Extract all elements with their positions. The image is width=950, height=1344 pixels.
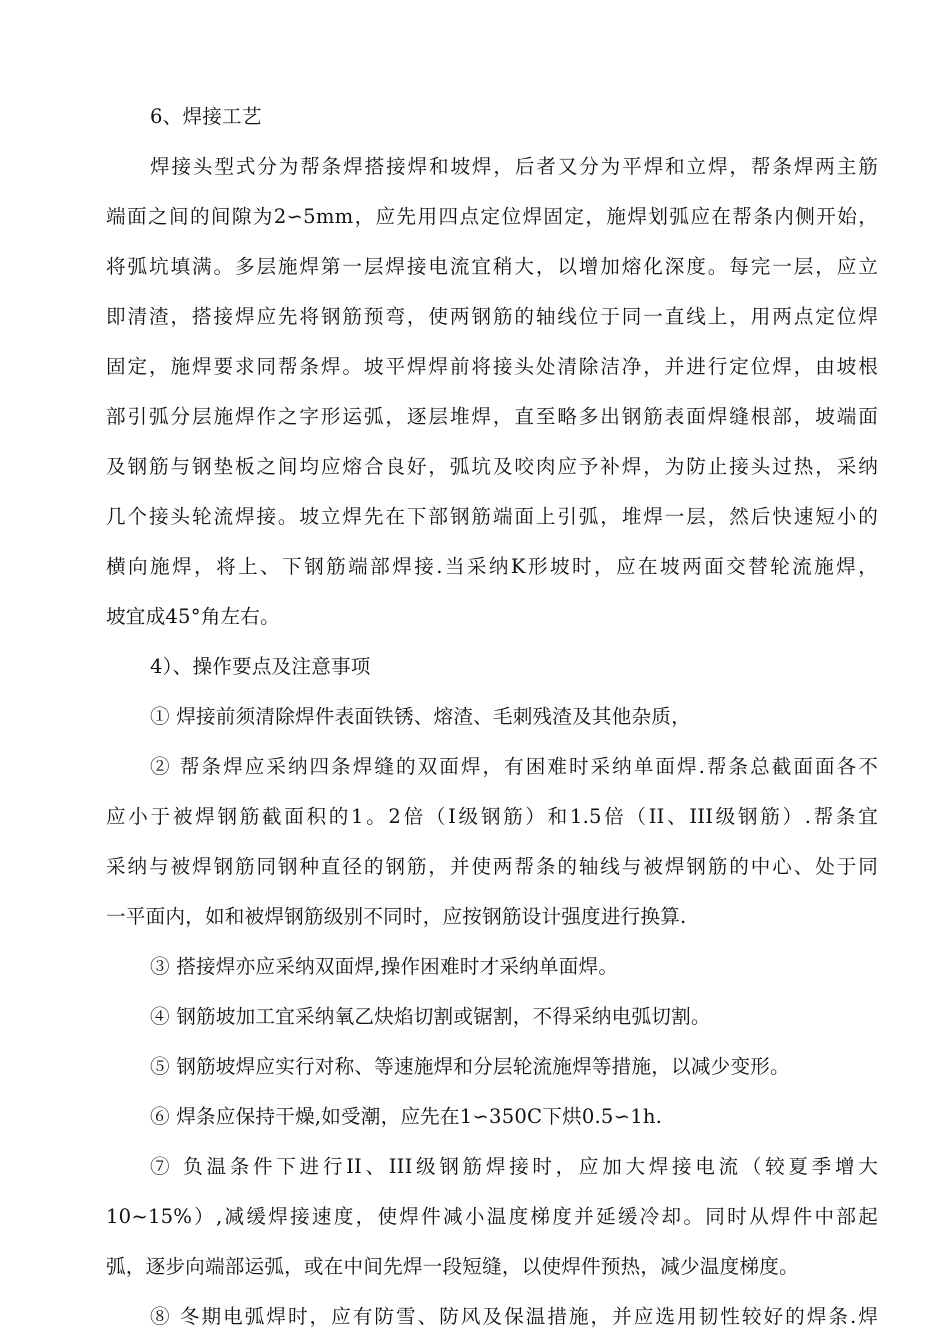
- section-heading-operation-points: 4）、操作要点及注意事项: [150, 655, 371, 678]
- paragraph-line: 端面之间的间隙为2∽5mm，应先用四点定位焊固定，施焊划弧应在帮条内侧开始，: [106, 205, 878, 228]
- paragraph-line: 即清渣，搭接焊应先将钢筋预弯，使两钢筋的轴线位于同一直线上，用两点定位焊: [106, 305, 878, 328]
- paragraph-line: 弧，逐步向端部运弧，或在中间先焊一段短缝，以使焊件预热，减少温度梯度。: [106, 1255, 799, 1278]
- paragraph-line: 部引弧分层施焊作之字形运弧，逐层堆焊，直至略多出钢筋表面焊缝根部，坡端面: [106, 405, 878, 428]
- paragraph-line: 一平面内，如和被焊钢筋级别不同时，应按钢筋设计强度进行换算.: [106, 905, 687, 928]
- list-item-1: ① 焊接前须清除焊件表面铁锈、熔渣、毛刺残渣及其他杂质，: [150, 705, 691, 728]
- section-heading-welding-process: 6、焊接工艺: [150, 105, 262, 128]
- paragraph-line: 几个接头轮流焊接。坡立焊先在下部钢筋端面上引弧，堆焊一层，然后快速短小的: [106, 505, 878, 528]
- paragraph-line: 10~15%）,减缓焊接速度，使焊件减小温度梯度并延缓冷却。同时从焊件中部起: [106, 1205, 878, 1228]
- paragraph-line: 应小于被焊钢筋截面积的1。2倍（I级钢筋）和1.5倍（II、III级钢筋）.帮条宜: [106, 805, 878, 828]
- list-item-7: ⑦ 负温条件下进行II、III级钢筋焊接时，应加大焊接电流（较夏季增大: [150, 1155, 878, 1178]
- list-item-3: ③ 搭接焊亦应采纳双面焊,操作困难时才采纳单面焊。: [150, 955, 619, 978]
- paragraph-line: 及钢筋与钢垫板之间均应熔合良好，弧坑及咬肉应予补焊，为防止接头过热，采纳: [106, 455, 878, 478]
- paragraph-line: 将弧坑填满。多层施焊第一层焊接电流宜稍大，以增加熔化深度。每完一层，应立: [106, 255, 878, 278]
- list-item-6: ⑥ 焊条应保持干燥,如受潮，应先在1∽350C下烘0.5∽1h.: [150, 1105, 663, 1128]
- paragraph-line: 横向施焊，将上、下钢筋端部焊接.当采纳K形坡时，应在坡两面交替轮流施焊，: [106, 555, 878, 578]
- list-item-2: ② 帮条焊应采纳四条焊缝的双面焊，有困难时采纳单面焊.帮条总截面面各不: [150, 755, 878, 778]
- paragraph-line: 焊接头型式分为帮条焊搭接焊和坡焊，后者又分为平焊和立焊，帮条焊两主筋: [150, 155, 878, 178]
- list-item-4: ④ 钢筋坡加工宜采纳氧乙炔焰切割或锯割，不得采纳电弧切割。: [150, 1005, 711, 1028]
- list-item-8: ⑧ 冬期电弧焊时，应有防雪、防风及保温措施，并应选用韧性较好的焊条.焊: [150, 1305, 878, 1328]
- paragraph-line: 固定，施焊要求同帮条焊。坡平焊焊前将接头处清除洁净，并进行定位焊，由坡根: [106, 355, 878, 378]
- paragraph-line: 采纳与被焊钢筋同钢种直径的钢筋，并使两帮条的轴线与被焊钢筋的中心、处于同: [106, 855, 878, 878]
- paragraph-line: 坡宜成45°角左右。: [106, 605, 280, 628]
- list-item-5: ⑤ 钢筋坡焊应实行对称、等速施焊和分层轮流施焊等措施，以减少变形。: [150, 1055, 790, 1078]
